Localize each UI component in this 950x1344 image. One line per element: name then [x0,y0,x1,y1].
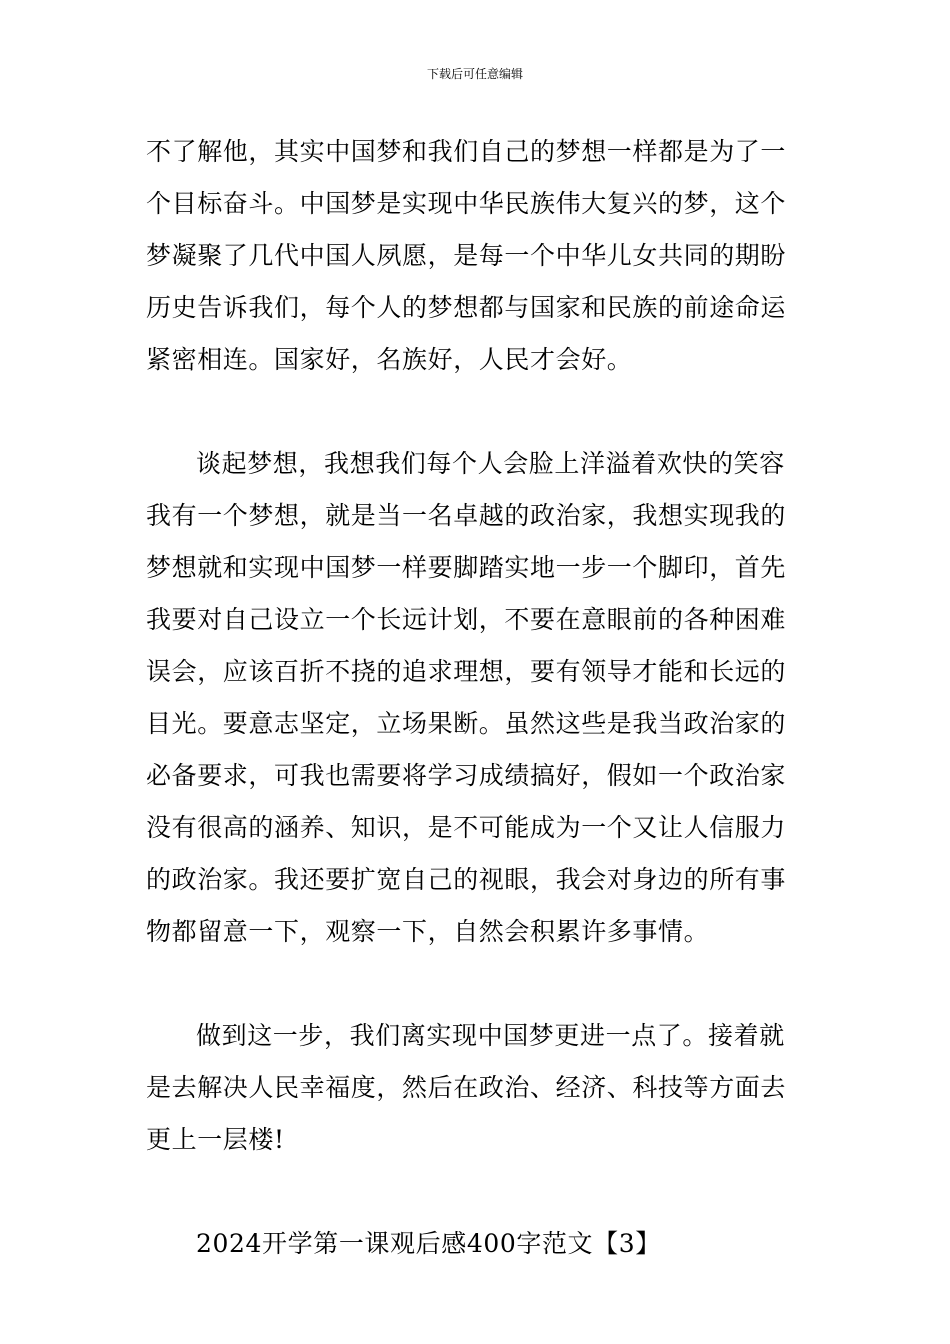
paragraph-2 [146,438,810,958]
document-body [146,126,810,1270]
text-line: 我有一个梦想，就是当一名卓越的政治家，我想实现我的 [146,501,787,530]
text-line: 梦想就和实现中国梦一样要脚踏实地一步一个脚印，首先 [146,553,787,582]
text-line: 物都留意一下，观察一下，自然会积累许多事情。 [146,917,710,946]
paragraph-3 [146,1010,810,1166]
text-line: 个目标奋斗。中国梦是实现中华民族伟大复兴的梦，这个 [146,189,787,218]
text-line: 目光。要意志坚定，立场果断。虽然这些是我当政治家的 [146,709,787,738]
text-line: 梦凝聚了几代中国人夙愿，是每一个中华儿女共同的期盼 [146,241,787,270]
paragraph-1 [146,126,810,386]
page-header: 下载后可任意编辑 [426,67,523,81]
text-line: 没有很高的涵养、知识，是不可能成为一个又让人信服力 [146,813,787,842]
text-line: 不了解他，其实中国梦和我们自己的梦想一样都是为了一 [146,137,787,166]
text-line: 是去解决人民幸福度，然后在政治、经济、科技等方面去 [146,1073,787,1102]
section-heading: 2024开学第一课观后感400字范文【3】 [196,1229,661,1258]
paragraph-spacer [146,1166,810,1218]
text-line: 历史告诉我们，每个人的梦想都与国家和民族的前途命运 [146,293,787,322]
text-line: 的政治家。我还要扩宽自己的视眼，我会对身边的所有事 [146,865,787,894]
text-line: 紧密相连。国家好，名族好，人民才会好。 [146,345,633,374]
text-line: 误会，应该百折不挠的追求理想，要有领导才能和长远的 [146,657,787,686]
text-line: 必备要求，可我也需要将学习成绩搞好，假如一个政治家 [146,761,787,790]
text-line: 我要对自己设立一个长远计划，不要在意眼前的各种困难 [146,605,787,634]
paragraph-spacer [146,958,810,1010]
text-line: 更上一层楼! [146,1125,285,1154]
paragraph-spacer [146,386,810,438]
text-line: 做到这一步，我们离实现中国梦更进一点了。接着就 [196,1021,785,1050]
text-line: 谈起梦想，我想我们每个人会脸上洋溢着欢快的笑容 [196,449,785,478]
